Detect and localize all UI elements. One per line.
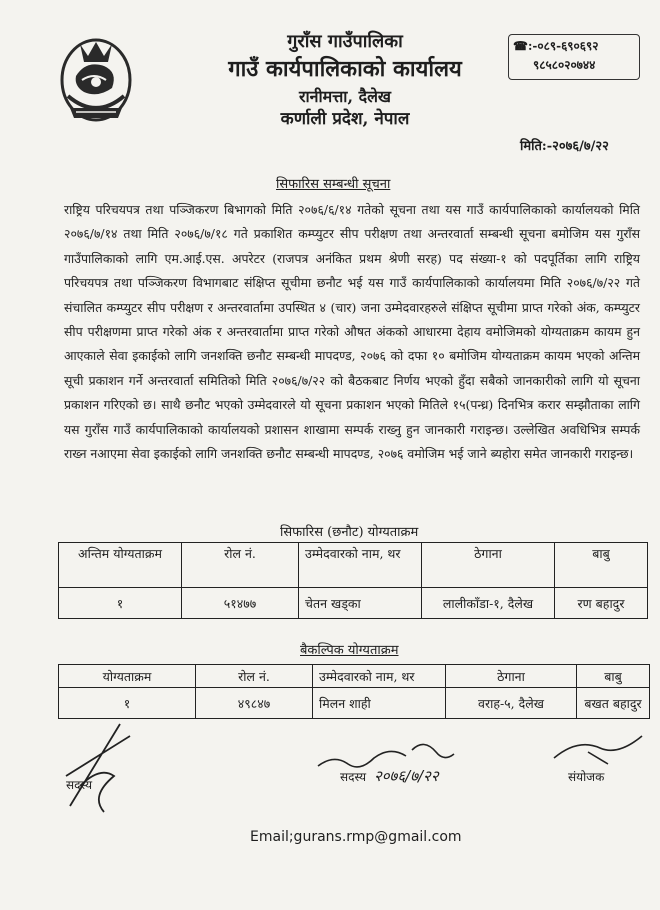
col-header: ठेगाना (422, 543, 555, 588)
col-header: अन्तिम योग्यताक्रम (59, 543, 182, 588)
middle-signature-date: २०७६/७/२२ (373, 767, 439, 785)
cell-father: रण बहादुर (555, 588, 648, 619)
table-row (59, 588, 648, 619)
cell-name: मिलन शाही (313, 688, 446, 719)
phone-number: :-०८९-६९०६९२ (527, 39, 599, 53)
cell-rank: १ (59, 588, 182, 619)
cell-roll: ४९८४७ (196, 688, 313, 719)
table-header-row (59, 543, 648, 588)
right-signature-label: संयोजक (568, 770, 605, 784)
col-header: रोल नं. (182, 543, 299, 588)
col-header: रोल नं. (196, 665, 313, 688)
office-header (200, 30, 490, 131)
selected-table-title: सिफारिस (छनौट) योग्यताक्रम (280, 525, 419, 540)
notice-date: मिति:-२०७६/७/२२ (520, 139, 609, 154)
col-header: उम्मेदवारको नाम, थर (299, 543, 422, 588)
middle-signature-label (340, 766, 439, 786)
nepal-emblem-icon (58, 36, 134, 128)
cell-roll: ५१४७७ (182, 588, 299, 619)
col-header: बाबु (555, 543, 648, 588)
cell-address: लालीकाँडा-१, दैलेख (422, 588, 555, 619)
col-header: योग्यताक्रम (59, 665, 196, 688)
cell-address: वराह-५, दैलेख (446, 688, 577, 719)
cell-name: चेतन खड्का (299, 588, 422, 619)
contact-box (508, 34, 640, 80)
cell-rank: १ (59, 688, 196, 719)
contact-email: Email;gurans.rmp@gmail.com (250, 829, 462, 845)
alternate-table-title: बैकल्पिक योग्यताक्रम (300, 643, 399, 658)
right-signature-scribble (548, 728, 648, 768)
selected-candidates-table (58, 542, 648, 619)
office-name: गाउँ कार्यपालिकाको कार्यालय (228, 56, 462, 82)
left-signature-label: सदस्य (66, 778, 93, 792)
col-header: उम्मेदवारको नाम, थर (313, 665, 446, 688)
office-province: कर्णाली प्रदेश, नेपाल (280, 109, 410, 129)
notice-body: राष्ट्रिय परिचयपत्र तथा पञ्जिकरण बिभागको मिति २०७६/६/१४ गतेको सूचना तथा यस गाउँ कार्यपालिकाको कार्यालयको मिति २०७६/७/१४ तथा मिति २०७६/७/१८ गते प्रकाशित कम्प्युटर सीप परीक्षण तथा अन्तरवार्ता सम्बन्धी सूचना बमोजिम यस गुराँस गाउँपालिकाको लागि एम.आई.एस. अपरेटर (राजपत्र अनंकित प्रथम श्रेणी सरह) पद संख्या-१ को पदपूर्तिका लागि राष्ट्रिय परिचयपत्र तथा पञ्जिकरण विभागबाट संक्षिप्त सूचीमा छनौट भई यस गाउँ कार्यपालिकाको कार्यालयमा मिति २०७६/७/२२ गते संचालित कम्प्युटर सीप परीक्षण र अन्तरवार्तामा उपस्थित ४ (चार) जना उम्मेदवारहरुले संक्षिप्त सूचीमा प्राप्त गरेको अंक, कम्प्युटर सीप परीक्षणमा प्राप्त गरेको अंक र अन्तरवार्तामा प्राप्त गरेको औषत अंकको आधारमा देहाय वमोजिमको योग्यताक्रम कायम हुन आएकाले सेवा इकाईको लागि जनशक्ति छनौट सम्बन्धी मापदण्ड, २०७६ को दफा १० बमोजिम योग्यताक्रम कायम भएको अन्तिम सूची प्रकाशन गर्ने अन्तरवार्ता समितिको मिति २०७६/७/२२ को बैठकबाट निर्णय भएको हुँदा सबैको जानकारीको लागि यो सूचना प्रकाशन गरिएको छ। साथै छनौट भएको उम्मेदवारले यो सूचना प्रकाशन भएको मितिले १५(पन्ध्र) दिनभित्र करार सम्झौताका लागि यस गुराँस गाउँ कार्यपालिकाको कार्यालयको प्रशासन शाखामा सम्पर्क राख्नु हुन जानकारी गराइन्छ। उल्लेखित अवधिभित्र सम्पर्क राख्न नआएमा सेवा इकाईको लागि जनशक्ति छनौट सम्बन्धी मापदण्ड, २०७६ वमोजिम भई जाने ब्यहोरा समेत जानकारी गराइन्छ। (64, 202, 640, 462)
office-location: रानीमत्ता, दैलेख (298, 87, 392, 106)
col-header: बाबु (577, 665, 650, 688)
municipality-name: गुराँस गाउँपालिका (287, 31, 403, 52)
table-header-row (59, 665, 650, 688)
mobile-number: ९८५८०२०७४४ (533, 58, 596, 72)
middle-signature-title: सदस्य (340, 770, 367, 784)
left-signature-scribble (60, 716, 140, 816)
cell-father: बखत बहादुर (577, 688, 650, 719)
telephone-icon: ☎ (513, 39, 528, 53)
alternate-candidates-table (58, 664, 650, 719)
table-row (59, 688, 650, 719)
col-header: ठेगाना (446, 665, 577, 688)
notice-subject: सिफारिस सम्बन्धी सूचना (276, 177, 391, 192)
